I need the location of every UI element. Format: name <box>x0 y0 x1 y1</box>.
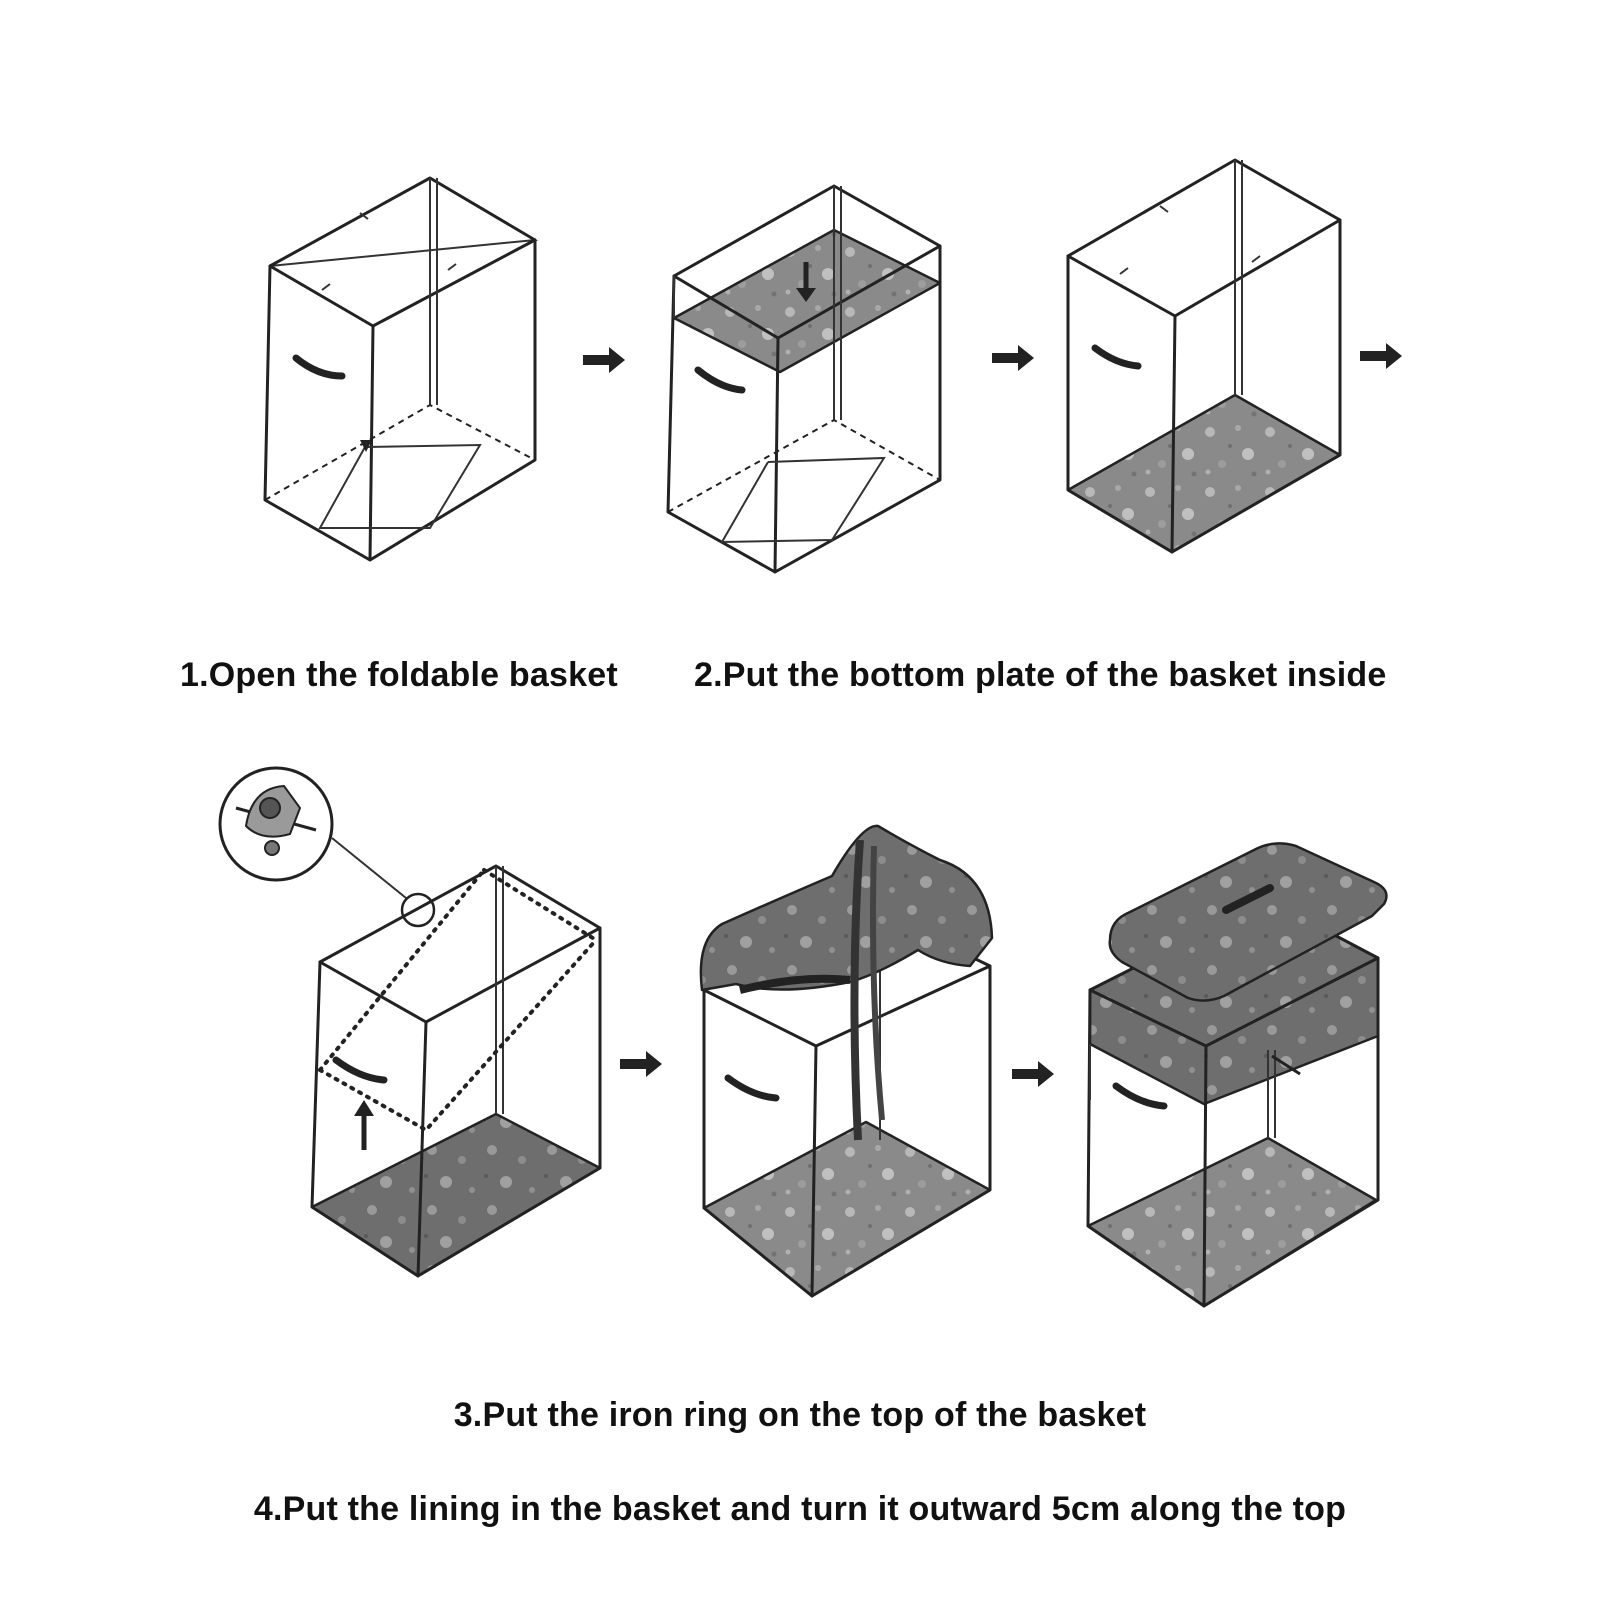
step-2-caption: 2.Put the bottom plate of the basket inside <box>694 656 1387 694</box>
handle-icon <box>336 1060 384 1080</box>
step4-iron-ring <box>220 768 600 1276</box>
handle-icon <box>698 370 742 390</box>
handle-icon <box>728 1078 776 1098</box>
arrow-right-icon <box>992 345 1034 371</box>
step2-bottom-plate <box>668 186 940 572</box>
handle-icon <box>296 358 342 376</box>
arrow-right-icon <box>1360 343 1402 369</box>
magnifier-circle-icon <box>220 768 332 880</box>
step3-plate-bottom <box>1068 160 1340 552</box>
arrow-up-icon <box>354 1100 374 1150</box>
arrow-right-icon <box>583 347 625 373</box>
step6-lining-turned <box>1088 843 1386 1306</box>
handle-icon <box>1095 348 1138 366</box>
step-3-caption: 3.Put the iron ring on the top of the basket <box>453 1396 1147 1434</box>
step-4-caption: 4.Put the lining in the basket and turn it outward 5cm along the top <box>253 1490 1347 1528</box>
step1-open-basket <box>265 178 535 560</box>
handle-icon <box>1116 1086 1164 1106</box>
arrow-right-icon <box>620 1051 662 1077</box>
arrow-right-icon <box>1012 1061 1054 1087</box>
step5-lining-insert <box>701 826 992 1296</box>
step-1-caption: 1.Open the foldable basket <box>180 656 618 694</box>
